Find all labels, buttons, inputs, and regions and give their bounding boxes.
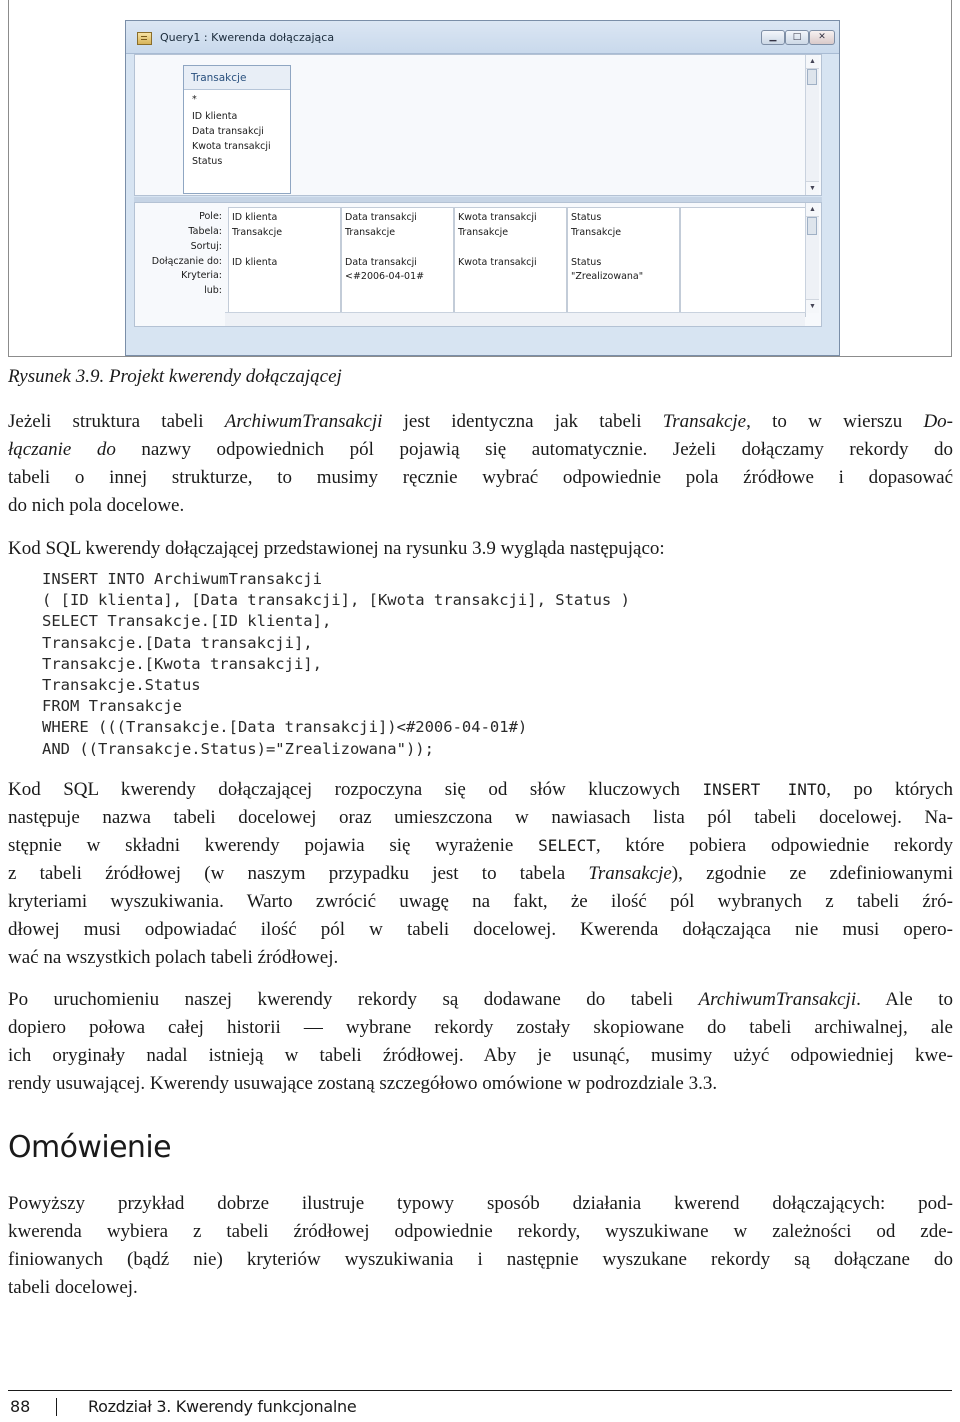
section-heading: Omówienie (8, 1130, 171, 1165)
grid-column[interactable] (228, 207, 341, 317)
text-line: ich oryginały nadal istnieją w tabeli źródłowej. Aby je usunąć, musimy użyć odpowiedniej kwe- (8, 1045, 953, 1066)
maximize-button[interactable]: □ (785, 30, 809, 45)
text-line: tabeli o innej strukturze, to musimy ręcznie wybrać odpowiednie pola źródłowe i dopasować (8, 467, 953, 488)
paragraph (8, 776, 953, 972)
text-line: dłowej musi odpowiadać ilość pól w tabeli docelowej. Kwerenda dołączająca nie musi opero- (8, 919, 953, 940)
grid-cell-criteria[interactable]: "Zrealizowana" (571, 271, 644, 282)
scroll-down-icon[interactable]: ▼ (806, 181, 819, 195)
text-line: z tabeli źródłowej (w naszym przypadku jest to tabela Transakcje), zgodnie ze zdefiniowanymi (8, 863, 953, 884)
grid-cell-table[interactable]: Transakcje (232, 227, 283, 238)
window-title: Query1 : Kwerenda dołączająca (160, 31, 335, 44)
grid-cell-table[interactable]: Transakcje (571, 227, 622, 238)
text-line: wać na wszystkich polach tabeli źródłowej. (8, 947, 339, 968)
code-line: FROM Transakcje (42, 697, 182, 716)
grid-cell-field[interactable]: Data transakcji (345, 212, 417, 223)
code-line: AND ((Transakcje.Status)="Zrealizowana")); (42, 739, 434, 758)
text-line: następuje nazwa tabeli docelowej oraz umieszczona w nawiasach lista pól tabeli docelowej. Na- (8, 807, 953, 828)
design-grid[interactable] (134, 202, 822, 327)
grid-column[interactable] (454, 207, 567, 317)
field-list-title[interactable]: Transakcje (184, 66, 290, 90)
text-line: finiowanych (bądź nie) kryteriów wyszukiwania i następnie wyszukane rekordy są dołączane do (8, 1249, 953, 1270)
window-titlebar[interactable] (126, 21, 839, 54)
scroll-down-icon[interactable]: ▼ (806, 299, 819, 313)
figure-caption: Rysunek 3.9. Projekt kwerendy dołączającej (8, 366, 342, 387)
grid-cell-append[interactable]: Data transakcji (345, 257, 417, 268)
field-list-item[interactable]: ID klienta (192, 111, 238, 122)
page-number: 88 (10, 1397, 31, 1416)
sql-code-block (42, 569, 630, 760)
footer-rule (8, 1390, 952, 1391)
grid-cell-field[interactable]: Status (571, 212, 602, 223)
code-line: Transakcje.[Kwota transakcji], (42, 654, 322, 673)
scroll-thumb[interactable] (807, 217, 817, 235)
field-list-item[interactable]: * (192, 94, 197, 105)
table-pane[interactable] (134, 54, 822, 196)
code-line: WHERE (((Transakcje.[Data transakcji])<#2006-04-01#) (42, 718, 528, 737)
paragraph (8, 535, 953, 563)
text-line: dopiero połowa całej historii — wybrane rekordy zostały skopiowane do tabeli archiwalnej, ale (8, 1017, 953, 1038)
minimize-button[interactable]: ▁ (761, 30, 785, 45)
text-line: do nich pola docelowe. (8, 495, 185, 516)
field-list-transakcje[interactable] (183, 65, 291, 194)
grid-column[interactable] (567, 207, 680, 317)
grid-cell-table[interactable]: Transakcje (345, 227, 396, 238)
text-line: Powyższy przykład dobrze ilustruje typowy sposób działania kwerend dołączających: pod- (8, 1193, 953, 1214)
code-line: ( [ID klienta], [Data transakcji], [Kwota transakcji], Status ) (42, 591, 630, 610)
grid-cell-append[interactable]: Kwota transakcji (458, 257, 537, 268)
text-line: Jeżeli struktura tabeli ArchiwumTransakcji jest identyczna jak tabeli Transakcje, to w wierszu Do- (8, 411, 953, 432)
running-footer: Rozdział 3. Kwerendy funkcjonalne (88, 1397, 357, 1416)
figure-screenshot (8, 0, 952, 357)
text-line: stępnie w składni kwerendy pojawia się wyrażenie SELECT, które pobiera odpowiednie rekordy (8, 835, 953, 856)
text-line: tabeli docelowej. (8, 1277, 138, 1298)
text-line: Po uruchomieniu naszej kwerendy rekordy są dodawane do tabeli ArchiwumTransakcji. Ale to (8, 989, 953, 1010)
text-line: Kod SQL kwerendy dołączającej rozpoczyna się od słów kluczowych INSERT INTO, po których (8, 779, 953, 800)
text-line: łączanie do nazwy odpowiednich pól pojawią się automatycznie. Jeżeli dołączamy rekordy do (8, 439, 953, 460)
query-icon (137, 32, 152, 45)
text-line: kryteriami wyszukiwania. Warto zwrócić uwagę na fakt, że ilość pól wybranych z tabeli źró- (8, 891, 953, 912)
code-line: Transakcje.[Data transakcji], (42, 633, 313, 652)
grid-row-label-criteria: Kryteria: (181, 270, 222, 281)
paragraph (8, 408, 953, 520)
paragraph (8, 1190, 953, 1302)
text-line: Kod SQL kwerendy dołączającej przedstawionej na rysunku 3.9 wygląda następująco: (8, 538, 665, 559)
grid-cell-criteria[interactable]: <#2006-04-01# (345, 271, 425, 282)
code-line: Transakcje.Status (42, 676, 201, 695)
code-line: SELECT Transakcje.[ID klienta], (42, 612, 332, 631)
field-list-item[interactable]: Data transakcji (192, 126, 264, 137)
query-design-window (125, 20, 840, 356)
scroll-up-icon[interactable]: ▲ (806, 203, 819, 217)
grid-row-label-table: Tabela: (188, 226, 222, 237)
grid-row-label-append: Dołączanie do: (151, 256, 222, 267)
code-line: INSERT INTO ArchiwumTransakcji (42, 570, 322, 588)
grid-row-label-or: lub: (204, 285, 222, 296)
grid-cell-field[interactable]: ID klienta (232, 212, 278, 223)
grid-cell-append[interactable]: ID klienta (232, 257, 278, 268)
grid-vertical-scrollbar[interactable] (805, 203, 819, 313)
close-button[interactable]: ✕ (809, 30, 835, 45)
grid-row-label-field: Pole: (199, 211, 222, 222)
grid-column[interactable] (341, 207, 454, 317)
field-list-item[interactable]: Status (192, 156, 223, 167)
text-line: kwerenda wybiera z tabeli źródłowej odpowiednie rekordy, wyszukiwane w zależności od zde- (8, 1221, 953, 1242)
text-line: rendy usuwającej. Kwerendy usuwające zostaną szczegółowo omówione w podrozdziale 3.3. (8, 1073, 718, 1094)
grid-cell-field[interactable]: Kwota transakcji (458, 212, 537, 223)
scroll-thumb[interactable] (807, 69, 817, 85)
grid-cell-table[interactable]: Transakcje (458, 227, 509, 238)
grid-row-label-sort: Sortuj: (190, 241, 222, 252)
grid-horizontal-scrollbar[interactable] (225, 312, 805, 326)
field-list-item[interactable]: Kwota transakcji (192, 141, 271, 152)
table-pane-scrollbar[interactable] (805, 55, 819, 195)
grid-cell-append[interactable]: Status (571, 257, 602, 268)
grid-column[interactable] (680, 207, 806, 317)
paragraph (8, 986, 953, 1098)
scroll-up-icon[interactable]: ▲ (806, 55, 819, 69)
footer-separator (56, 1398, 57, 1416)
